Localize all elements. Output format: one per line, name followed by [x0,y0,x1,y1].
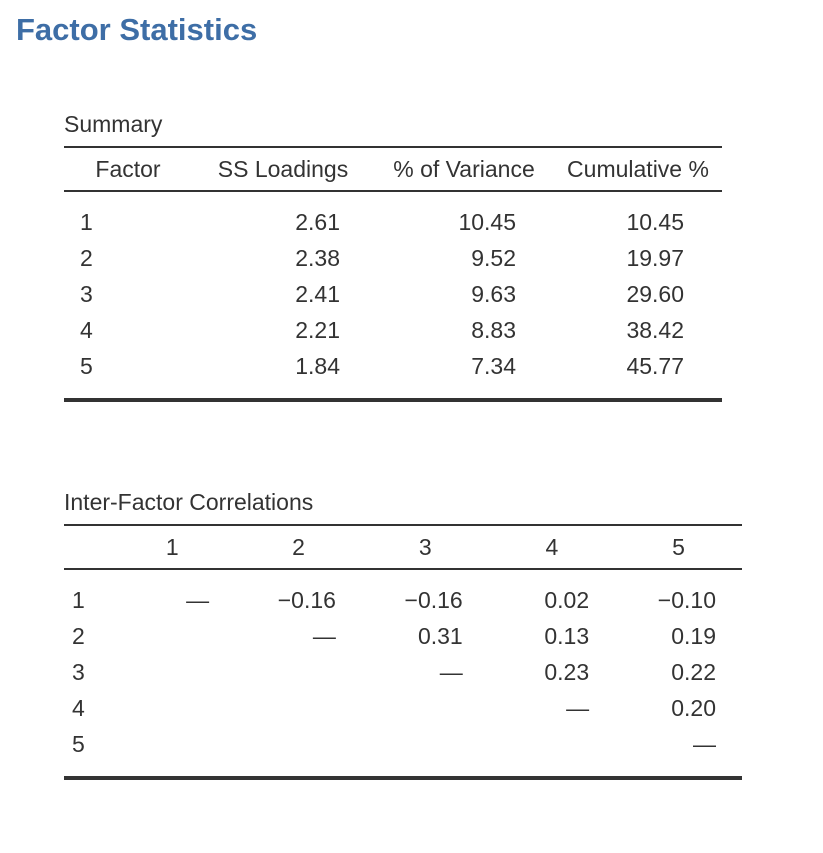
table-cell: 0.13 [544,622,590,649]
table-row [64,348,722,400]
table-cell: 5 [64,348,192,400]
table-cell [109,654,235,690]
table-cell: 0.23 [544,658,590,685]
table-cell: 8.83 [471,316,516,343]
correlations-header-1: 1 [109,525,235,569]
table-row [64,690,742,726]
table-row [64,569,742,618]
correlations-table [64,524,742,780]
table-row [64,276,722,312]
table-cell: 7.34 [374,348,554,400]
summary-caption: Summary [64,111,163,137]
table-cell: 0.20 [671,694,716,721]
correlations-header-4: 4 [489,525,615,569]
table-cell [235,654,362,690]
table-row [64,618,742,654]
table-cell: 9.63 [471,280,516,307]
table-cell: 2.21 [295,316,340,343]
table-cell [109,726,235,778]
table-row [64,240,722,276]
correlations-header-2: 2 [235,525,362,569]
table-cell: −0.16 [404,586,463,613]
table-cell: 2.38 [295,244,340,271]
summary-header-variance: % of Variance [374,147,554,191]
table-cell: 0.31 [417,622,463,649]
table-cell: 2.41 [295,280,340,307]
table-cell [362,726,489,778]
table-cell: 10.45 [458,208,516,235]
table-cell: 2.61 [295,208,340,235]
table-row [64,726,742,778]
table-cell: 29.60 [626,280,684,307]
table-row [64,191,722,240]
correlations-header-corner [64,525,109,569]
correlations-header-3: 3 [362,525,489,569]
table-cell: −0.16 [277,586,336,613]
table-cell: 3 [80,280,93,307]
table-cell: 10.45 [626,208,684,235]
correlations-header-row [64,525,742,569]
row-label: 1 [72,586,85,613]
correlations-section [64,488,742,780]
table-row [64,312,722,348]
table-cell: −0.10 [657,586,716,613]
table-cell: 0.22 [671,658,716,685]
table-cell: 1 [80,208,93,235]
summary-header-row [64,147,722,191]
table-cell: — [615,726,742,778]
row-label: 5 [64,726,109,778]
table-row [64,654,742,690]
table-cell: — [186,586,210,613]
summary-header-ss-loadings: SS Loadings [192,147,374,191]
table-cell: 45.77 [554,348,722,400]
table-cell: — [439,658,463,685]
table-cell [362,690,489,726]
table-cell [109,618,235,654]
table-cell: 4 [80,316,93,343]
table-cell [489,726,615,778]
table-cell: 9.52 [471,244,516,271]
summary-header-cumulative: Cumulative % [554,147,722,191]
row-label: 2 [72,622,85,649]
row-label: 4 [72,694,85,721]
table-cell: 0.02 [544,586,590,613]
correlations-caption: Inter-Factor Correlations [64,489,314,515]
table-cell: 19.97 [626,244,684,271]
table-cell: 38.42 [626,316,684,343]
table-cell [109,690,235,726]
table-cell: — [312,622,336,649]
table-cell: 0.19 [671,622,716,649]
correlations-header-5: 5 [615,525,742,569]
table-cell: 2 [80,244,93,271]
table-cell [235,726,362,778]
table-cell [235,690,362,726]
summary-header-factor: Factor [64,147,192,191]
table-cell: 1.84 [192,348,374,400]
page-title: Factor Statistics [16,12,258,47]
summary-table [64,146,722,402]
row-label: 3 [72,658,85,685]
summary-section [64,110,722,402]
table-cell: — [566,694,590,721]
